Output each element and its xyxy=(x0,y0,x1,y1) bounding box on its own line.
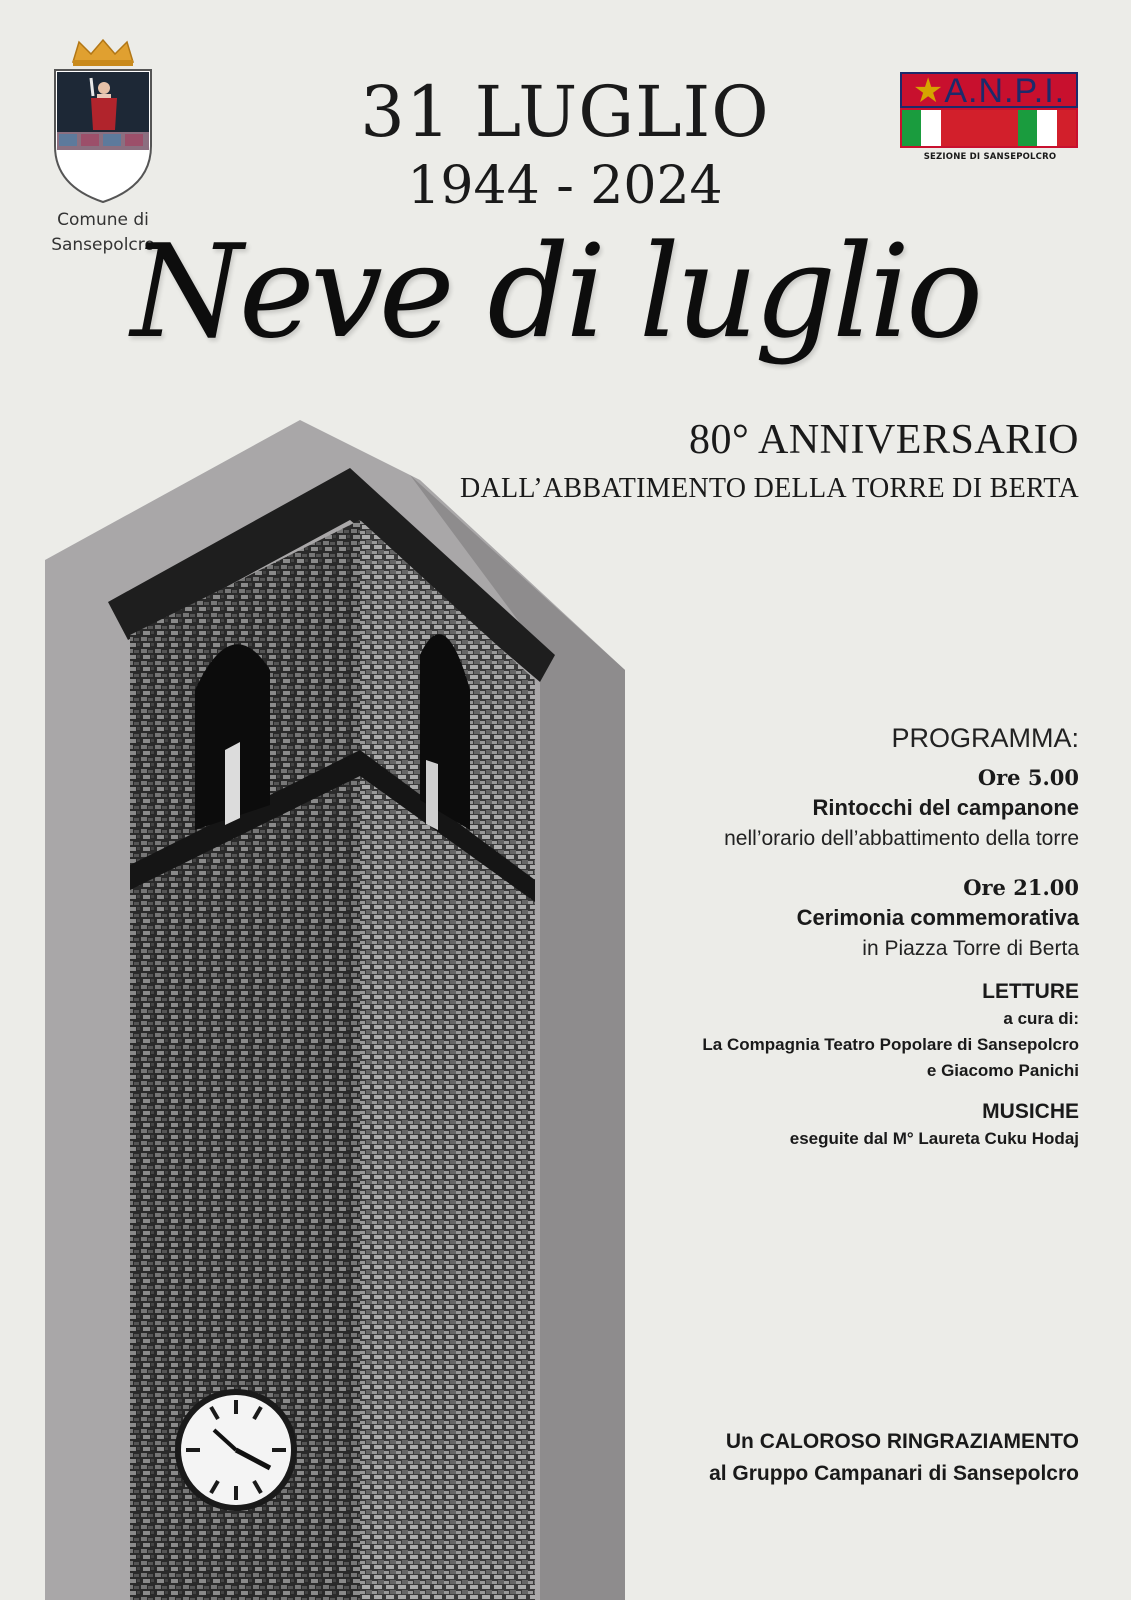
program-section xyxy=(579,722,1079,1152)
anpi-logo xyxy=(900,72,1080,172)
italian-flags-icon xyxy=(900,108,1078,148)
letture-line: e Giacomo Panichi xyxy=(926,1061,1079,1080)
thanks-note xyxy=(709,1426,1079,1490)
letture-line: a cura di: xyxy=(1003,1009,1079,1028)
anpi-emblem-icon xyxy=(900,72,1078,108)
event-time: Ore 5.00 xyxy=(977,765,1079,790)
letture-line: La Compagnia Teatro Popolare di Sansepolcro xyxy=(702,1035,1079,1054)
musiche-title: MUSICHE xyxy=(982,1100,1079,1123)
page-title: Neve di luglio xyxy=(130,218,980,367)
clock-icon xyxy=(178,1392,294,1508)
municipal-crest-icon xyxy=(51,38,155,206)
event-date: 31 LUGLIO xyxy=(360,71,770,153)
letture-title: LETTURE xyxy=(982,980,1079,1003)
comune-name-line1: Comune di xyxy=(57,210,149,230)
star-icon: ★ xyxy=(912,72,945,110)
thanks-line1: Un CALOROSO RINGRAZIAMENTO xyxy=(725,1430,1079,1453)
musiche-line: eseguite dal M° Laureta Cuku Hodaj xyxy=(789,1129,1079,1148)
thanks-line2: al Gruppo Campanari di Sansepolcro xyxy=(709,1462,1079,1485)
anniversary-heading: 80° ANNIVERSARIO xyxy=(689,417,1079,463)
event-title: Rintocchi del campanone xyxy=(812,795,1079,820)
event-time: Ore 21.00 xyxy=(963,875,1079,900)
event-description: in Piazza Torre di Berta xyxy=(862,937,1079,960)
anpi-acronym: A.N.P.I. xyxy=(944,72,1066,110)
tower-illustration xyxy=(0,420,640,1600)
program-heading: PROGRAMMA: xyxy=(891,723,1079,753)
event-title: Cerimonia commemorativa xyxy=(796,905,1079,930)
event-years: 1944 - 2024 xyxy=(407,156,723,216)
anniversary-subtitle: DALL’ABBATIMENTO DELLA TORRE DI BERTA xyxy=(459,473,1079,504)
comune-logo xyxy=(44,38,162,255)
anpi-section: SEZIONE DI SANSEPOLCRO xyxy=(923,152,1057,162)
event-description: nell’orario dell’abbattimento della torre xyxy=(724,827,1079,850)
comune-name-line2: Sansepolcro xyxy=(51,235,155,255)
